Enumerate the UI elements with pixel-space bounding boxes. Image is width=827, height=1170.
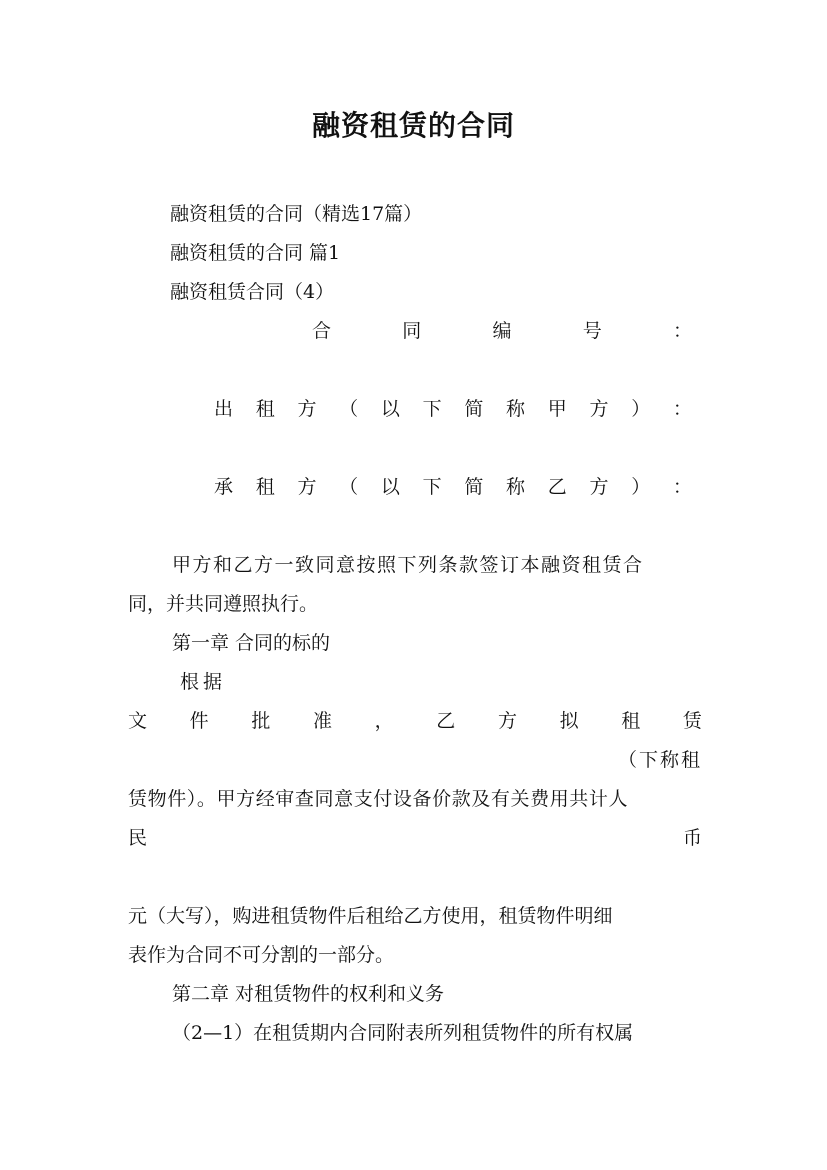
agreement-paragraph-line-2: 同，并共同遵照执行。 (128, 593, 319, 615)
contract-number-char: ： (672, 320, 692, 342)
called-rental-text: （下称租 (617, 749, 702, 771)
lessee-char: 承 (214, 476, 234, 498)
basis-text: 根据 (180, 671, 227, 693)
approval-char: 赁 (682, 710, 702, 732)
lessor-char: 以 (380, 398, 400, 420)
lessor-char: 出 (214, 398, 234, 420)
lessee-char: 乙 (547, 476, 567, 498)
chapter-2-heading: 第二章 对租赁物件的权利和义务 (172, 983, 445, 1005)
intro-line-1: 融资租赁的合同（精选17篇） (170, 203, 423, 225)
lessee-char: 下 (422, 476, 442, 498)
lessor-char: 租 (255, 398, 275, 420)
lessor-line (214, 394, 692, 421)
lessee-char: 方 (297, 476, 317, 498)
table-line: 表作为合同不可分割的一部分。 (128, 944, 395, 966)
chapter-1-heading: 第一章 合同的标的 (172, 632, 331, 654)
lessor-char: ） (631, 398, 651, 420)
approval-char: 方 (497, 710, 517, 732)
approval-char: 租 (621, 710, 641, 732)
approval-line (128, 706, 702, 733)
contract-number-char: 合 (312, 320, 332, 342)
lessor-char: ： (672, 398, 692, 420)
lessee-line (214, 472, 692, 499)
lessor-char: 甲 (547, 398, 567, 420)
rental-items-line: 赁物件）。甲方经审查同意支付设备价款及有关费用共计人 (128, 788, 629, 810)
lessee-char: （ (339, 476, 359, 498)
approval-char: 乙 (436, 710, 456, 732)
contract-number-char: 编 (492, 320, 512, 342)
lessor-char: 称 (506, 398, 526, 420)
contract-number-line (312, 316, 692, 343)
lessor-char: （ (339, 398, 359, 420)
approval-char: ， (374, 710, 394, 732)
document-title: 融资租赁的合同 (311, 109, 515, 142)
approval-char: 拟 (559, 710, 579, 732)
lessee-char: 称 (506, 476, 526, 498)
lessor-char: 方 (297, 398, 317, 420)
currency-right-char: 币 (682, 827, 702, 849)
lessor-char: 下 (422, 398, 442, 420)
intro-line-2: 融资租赁的合同 篇1 (170, 242, 341, 264)
lessor-char: 方 (589, 398, 609, 420)
approval-char: 准 (312, 710, 332, 732)
contract-number-char: 同 (402, 320, 422, 342)
approval-char: 批 (251, 710, 271, 732)
agreement-paragraph-line-1: 甲方和乙方一致同意按照下列条款签订本融资租赁合 (172, 554, 644, 576)
approval-char: 文 (128, 710, 148, 732)
lessee-char: 以 (380, 476, 400, 498)
currency-left-char: 民 (128, 827, 148, 849)
lessee-char: ： (672, 476, 692, 498)
intro-line-3: 融资租赁合同（4） (170, 281, 335, 303)
lessor-char: 简 (464, 398, 484, 420)
lessee-char: 方 (589, 476, 609, 498)
lessee-char: 租 (255, 476, 275, 498)
lessee-char: 简 (464, 476, 484, 498)
approval-char: 件 (189, 710, 209, 732)
contract-number-char: 号 (582, 320, 602, 342)
yuan-line: 元（大写），购进租赁物件后租给乙方使用，租赁物件明细 (128, 905, 613, 927)
clause-2-1: （2—1）在租赁期内合同附表所列租赁物件的所有权属 (172, 1022, 634, 1044)
lessee-char: ） (631, 476, 651, 498)
